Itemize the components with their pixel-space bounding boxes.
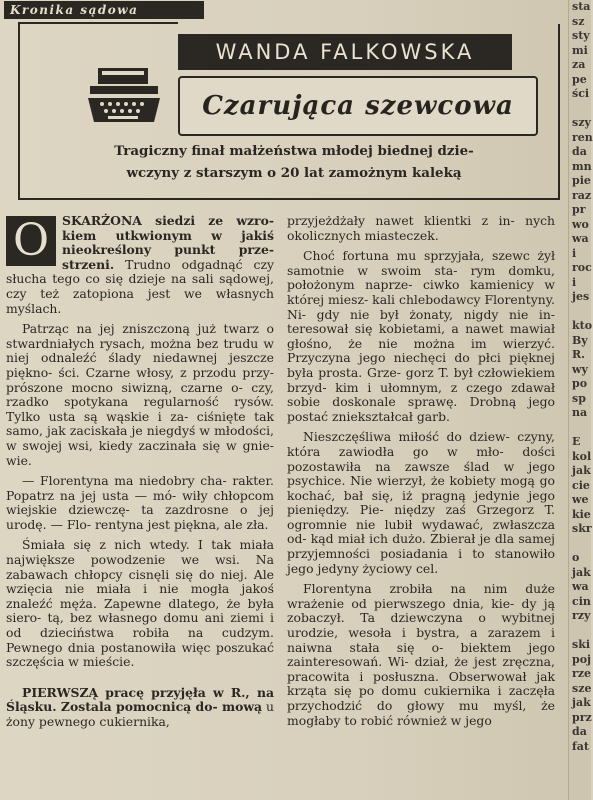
fragment-line: jes <box>572 290 590 303</box>
fragment-line: jak <box>572 696 591 709</box>
fragment-line: o <box>572 551 580 564</box>
drop-cap: O <box>6 216 56 266</box>
fragment-line <box>569 421 591 436</box>
adjacent-column-fragment <box>568 0 591 800</box>
fragment-line: E <box>572 435 581 448</box>
fragment-line: ści <box>572 87 590 100</box>
article-subtitle <box>54 140 534 184</box>
fragment-line: rzy <box>572 609 591 622</box>
lead-paragraph <box>6 214 274 316</box>
fragment-line: da <box>572 725 587 738</box>
fragment-line: prz <box>572 710 592 724</box>
fragment-line: za <box>572 58 586 71</box>
fragment-line: kie <box>572 507 591 521</box>
text-column-1 <box>6 214 274 736</box>
paragraph: Patrząc na jej zniszczoną już twarz o stwardniałych rysach, można bez trudu w niej odnaleźć ślady niedawnej jeszcze piękno- ści. Czarne włosy, z przodu przy- prószone mocno siwizną, czarne o- czy, rzadko spotykana regularność rysów. Tylko usta są wąskie i za- ciśnięte tak samo, jak zaciskała je niegdyś w młodości, w swojej wsi, kiedy zaczinała się w gnie- wie. <box>6 321 274 468</box>
fragment-line: rze <box>572 667 592 680</box>
fragment-line: sp <box>572 391 586 405</box>
fragment-line: skr <box>572 522 592 535</box>
fragment-line: mn <box>572 159 592 173</box>
title-box <box>178 76 538 136</box>
fragment-line: szy <box>572 116 591 129</box>
fragment-line: cin <box>572 594 591 608</box>
fragment-line: sze <box>572 681 592 695</box>
fragment-line: ren <box>572 130 593 144</box>
lead-text: Trudno odgadnąć czy słucha tego co się dzieje na sali sądowej, czy też zatopiona jest we własnych myślach. <box>6 256 274 316</box>
fragment-line: cie <box>572 478 590 492</box>
paragraph: — Florentyna ma niedobry cha- rakter. Popatrz na jej usta — mó- wiły chłopcom wiejskie dziewczę- ta zazdrosne o jej urodę. — Flo- rentyna jest piękna, ale zła. <box>6 473 274 532</box>
author-name: WANDA FALKOWSKA <box>178 34 512 70</box>
fragment-line <box>569 624 591 639</box>
fragment-line: By <box>572 333 588 347</box>
subtitle-line: wczyny z starszym o 20 lat zamożnym kaleką <box>126 165 462 181</box>
paragraph: Nieszczęśliwa miłość do dziew- czyny, która zawiodła go w mło- dości pozostawiła na zawsze ślad w jego psychice. Nie wierzył, że kobiety mogą go kochać, bał się, iż pragną jedynie jego pieniędzy. Pie- niędzy zaś Grzegorz T. ogromnie nie lubił wydawać, zwłaszcza od- kąd miał ich dużo. Zbierał je dla samej przyjemności posiadania i to stanowiło jego jedyny życiowy cel. <box>287 429 555 576</box>
fragment-line: sz <box>572 14 585 28</box>
fragment-line: kol <box>572 449 592 463</box>
paragraph: przyjeżdżały nawet klientki z in- nych okolicznych miasteczek. <box>287 213 555 243</box>
section-text: u żony pewnego cukiernika, <box>6 699 275 729</box>
fragment-line: i <box>572 246 577 260</box>
header-rule <box>18 22 178 24</box>
fragment-line: we <box>572 493 589 506</box>
fragment-line: na <box>572 406 588 419</box>
section-paragraph <box>6 686 274 730</box>
fragment-line: pr <box>572 203 586 216</box>
subtitle-line: Tragiczny finał małżeństwa młodej biednej dzie- <box>114 143 474 159</box>
fragment-line: wy <box>572 362 588 376</box>
section-bold-text: PIERWSZĄ pracę przyjęła w R., na Śląsku. Zostala pomocnicą do- mową <box>6 684 274 715</box>
fragment-line: raz <box>572 188 592 202</box>
text-column-2 <box>287 214 555 734</box>
fragment-line: jak <box>572 464 591 477</box>
lead-bold-text: SKARŻONA siedzi ze wzro- kiem utkwionym w jakiś nieokreślony punkt prze- strzeni. <box>62 213 274 272</box>
fragment-line: wo <box>572 217 589 231</box>
fragment-line: po <box>572 377 588 390</box>
fragment-line: i <box>572 275 577 289</box>
fragment-line <box>569 305 591 320</box>
fragment-line: pie <box>572 174 591 187</box>
fragment-line <box>569 537 591 552</box>
fragment-line: R. <box>572 348 585 361</box>
fragment-line: sta <box>572 0 591 13</box>
typewriter-icon <box>84 64 164 130</box>
paragraph: Śmiała się z nich wtedy. I tak miała największe powodzenie we wsi. Na zabawach chłopcy cisnęli się do niej. Ale wzięcia nie miała i nie mogła jakoś znaleźć męża. Zapewne dlatego, że była siero- tą, bez własnego domu ani ziemi i od dzieciństwa robiła na cudzym. Pewnego dnia postanowiła więc poszukać szczęścia w mieście. <box>6 537 274 670</box>
fragment-line: sty <box>572 29 590 42</box>
fragment-line: jak <box>572 565 591 579</box>
article-header <box>18 24 560 200</box>
fragment-line: kto <box>572 319 593 332</box>
fragment-line: ski <box>572 638 590 651</box>
fragment-line: da <box>572 145 587 158</box>
fragment-line <box>569 102 591 117</box>
section-rubric: Kronika sądowa <box>4 1 204 19</box>
paragraph: Choć fortuna mu sprzyjała, szewc żył samotnie w swoim sta- rym domku, położonym naprze- ciwko kamienicy w której miesz- kali chlebodawcy Florentyny. Ni- gdy nie był żonaty, nigdy nie in- teresował się kobietami, a nawet mawiał głośno, że nie można im wierzyć. Przyczyna jego niechęci do płci pięknej była prosta. Grze- gorz T. był człowiekiem brzyd- kim i ułomnym, z czego zdawał sobie doskonale sprawę. Drobną jego postać zniekształcał garb. <box>287 248 555 424</box>
fragment-line: wa <box>572 580 589 593</box>
fragment-line: roc <box>572 261 592 274</box>
fragment-line: poj <box>572 652 592 666</box>
fragment-line: fat <box>572 739 589 753</box>
fragment-line: wa <box>572 232 589 245</box>
article-title: Czarująca szewcowa <box>202 91 514 121</box>
paragraph: Florentyna zrobiła na nim duże wrażenie od pierwszego dnia, kie- dy ją zobaczył. Ta dziewczyna o wybitnej urodzie, wesoła i bystra, a zarazem i naiwna stała się o- biektem jego zainteresowań. Wi- dział, że jest zręczna, pracowita i posłuszna. Obserwował jak krząta się po domu cukiernika i zaczęła przychodzić do głowy mu myśl, że mogłaby to robić również w jego <box>287 581 555 728</box>
fragment-line: mi <box>572 43 588 57</box>
fragment-line: pe <box>572 72 587 86</box>
